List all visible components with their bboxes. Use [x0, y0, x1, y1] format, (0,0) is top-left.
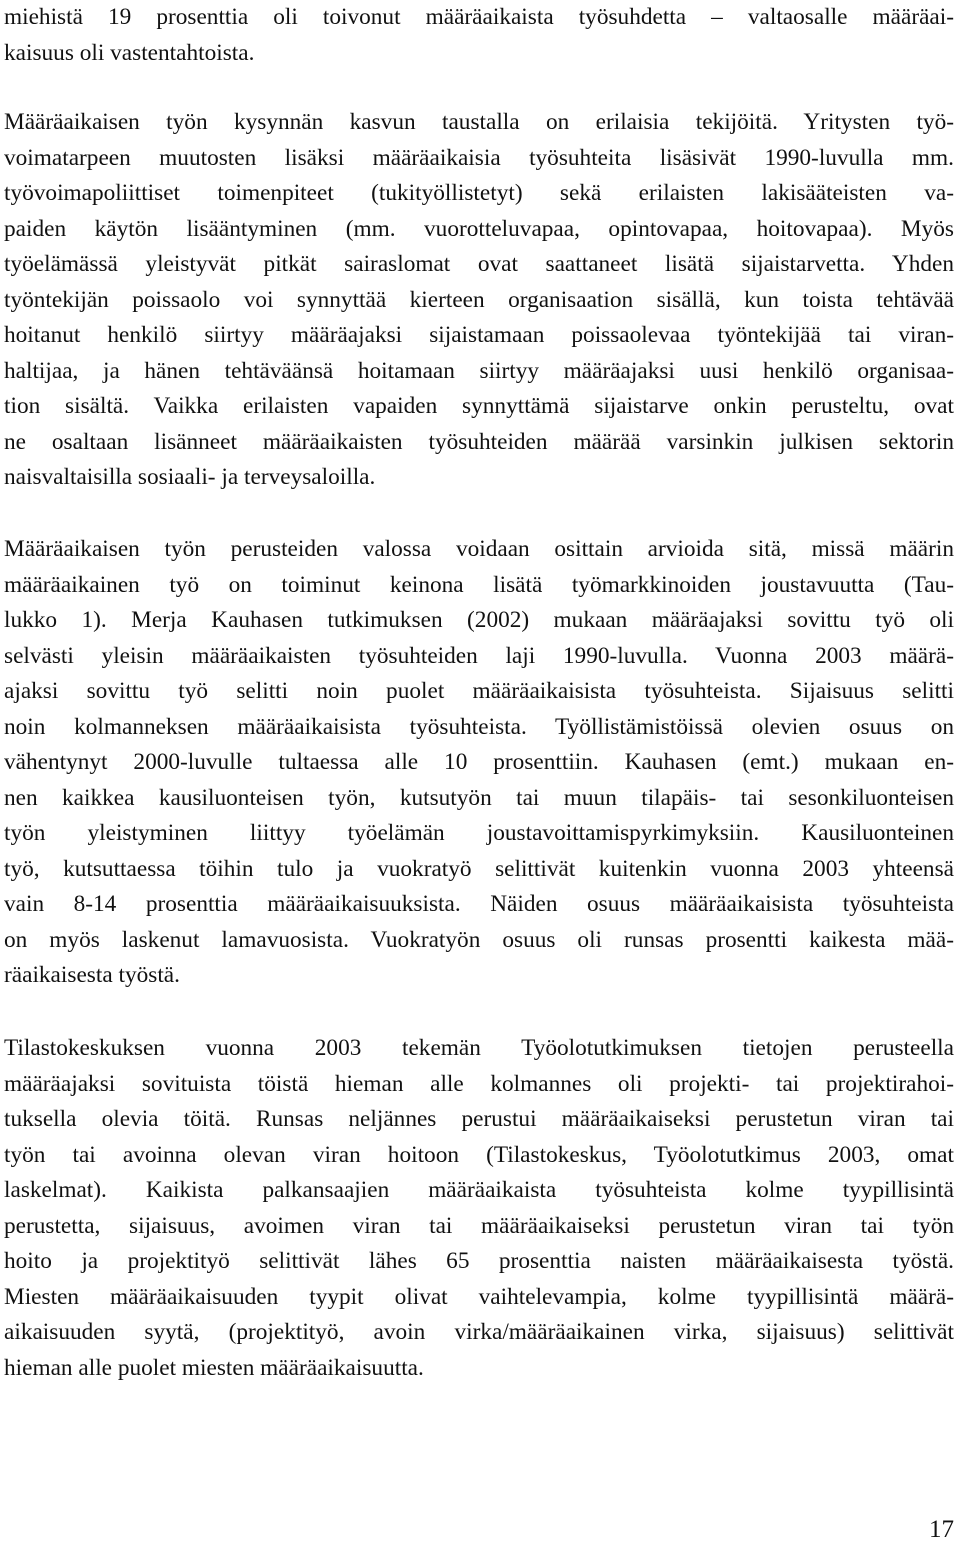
- text-line: tuksella olevia töitä. Runsas neljännes perustui määräaikaiseksi perustetun viran tai: [4, 1106, 954, 1132]
- text-line: voimatarpeen muutosten lisäksi määräaikaisia työsuhteita lisäsivät 1990-luvulla mm.: [4, 144, 954, 171]
- text-line: noin kolmanneksen määräaikaisista työsuhteista. Työllistämistöissä olevien osuus on: [4, 713, 954, 740]
- text-line: lukko 1). Merja Kauhasen tutkimuksen (2002) mukaan määräajaksi sovittu työ oli: [4, 607, 954, 633]
- text-line: työn yleistyminen liittyy työelämän joustavoittamispyrkimyksiin. Kausiluonteinen: [4, 820, 954, 846]
- paragraph-2: [4, 105, 954, 496]
- text-line: hieman alle puolet miesten määräaikaisuutta.: [4, 1354, 424, 1381]
- text-line: Määräaikaisen työn kysynnän kasvun taustalla on erilaisia tekijöitä. Yritysten työ-: [4, 109, 954, 135]
- text-line: Tilastokeskuksen vuonna 2003 tekemän Työolotutkimuksen tietojen perusteella: [4, 1035, 954, 1061]
- text-line: määräajaksi sovituista töistä hieman alle kolmannes oli projekti- tai projektirahoi-: [4, 1070, 954, 1097]
- text-line: hoitanut henkilö siirtyy määräajaksi sijaistamaan poissaolevaa työntekijää tai viran-: [4, 322, 954, 348]
- page-number: 17: [929, 1516, 954, 1543]
- text-line: hoito ja projektityö selittivät lähes 65 prosenttia naisten määräaikaisesta työstä.: [4, 1248, 954, 1274]
- text-line: aikaisuuden syytä, (projektityö, avoin virka/määräaikainen virka, sijaisuus) selittivät: [4, 1319, 954, 1345]
- text-line: työn tai avoinna olevan viran hoitoon (Tilastokeskus, Työolotutkimus 2003, omat: [4, 1141, 954, 1168]
- text-line: vähentynyt 2000-luvulle tultaessa alle 10 prosenttiin. Kauhasen (emt.) mukaan en-: [4, 749, 954, 775]
- text-line: on myös laskenut lamavuosista. Vuokratyön osuus oli runsas prosentti kaikesta mää-: [4, 926, 954, 953]
- text-line: Miesten määräaikaisuuden tyypit olivat vaihtelevampia, kolme tyypillisintä määrä-: [4, 1283, 954, 1310]
- text-line: laskelmat). Kaikista palkansaajien määräaikaista työsuhteista kolme tyypillisintä: [4, 1177, 954, 1203]
- text-line: tion sisältä. Vaikka erilaisten vapaiden synnyttämä sijaistarve onkin perusteltu, ovat: [4, 393, 954, 419]
- text-line: työntekijän poissaolo voi synnyttää kierteen organisaation sisällä, kun toista tehtävää: [4, 286, 954, 313]
- text-line: paiden käytön lisääntyminen (mm. vuorotteluvapaa, opintovapaa, hoitovapaa). Myös: [4, 215, 954, 242]
- text-line: perustetta, sijaisuus, avoimen viran tai määräaikaiseksi perustetun viran tai työn: [4, 1212, 954, 1239]
- text-line: työ, kutsuttaessa töihin tulo ja vuokratyö selittivät kuitenkin vuonna 2003 yhteensä: [4, 855, 954, 882]
- text-line: ajaksi sovittu työ selitti noin puolet määräaikaisista työsuhteista. Sijaisuus selitti: [4, 678, 954, 704]
- text-line: työelämässä yleistyvät pitkät sairaslomat ovat saattaneet lisätä sijaistarvetta. Yhden: [4, 251, 954, 277]
- paragraph-4: [4, 1031, 954, 1386]
- paragraph-1: [4, 0, 954, 71]
- text-line: vain 8-14 prosenttia määräaikaisuuksista. Näiden osuus määräaikaisista työsuhteista: [4, 891, 954, 917]
- text-line: kaisuus oli vastentahtoista.: [4, 39, 255, 66]
- text-line: nen kaikkea kausiluonteisen työn, kutsutyön tai muun tilapäis- tai sesonkiluonteisen: [4, 784, 954, 811]
- text-line: määräaikainen työ on toiminut keinona lisätä työmarkkinoiden joustavuutta (Tau-: [4, 571, 954, 598]
- text-line: ne osaltaan lisänneet määräaikaisten työsuhteiden määrää varsinkin julkisen sektorin: [4, 428, 954, 455]
- paragraph-3: [4, 532, 954, 994]
- text-line: naisvaltaisilla sosiaali- ja terveysaloilla.: [4, 464, 376, 490]
- text-line: Määräaikaisen työn perusteiden valossa voidaan osittain arvioida sitä, missä määrin: [4, 536, 954, 562]
- text-line: selvästi yleisin määräaikaisten työsuhteiden laji 1990-luvulla. Vuonna 2003 määrä-: [4, 642, 954, 669]
- text-line: miehistä 19 prosenttia oli toivonut määräaikaista työsuhdetta – valtaosalle määräai-: [4, 4, 954, 30]
- text-line: työvoimapoliittiset toimenpiteet (tukityöllistetyt) sekä erilaisten lakisääteisten va-: [4, 180, 954, 206]
- text-line: räaikaisesta työstä.: [4, 962, 180, 988]
- text-line: haltijaa, ja hänen tehtäväänsä hoitamaan siirtyy määräajaksi uusi henkilö organisaa-: [4, 357, 954, 384]
